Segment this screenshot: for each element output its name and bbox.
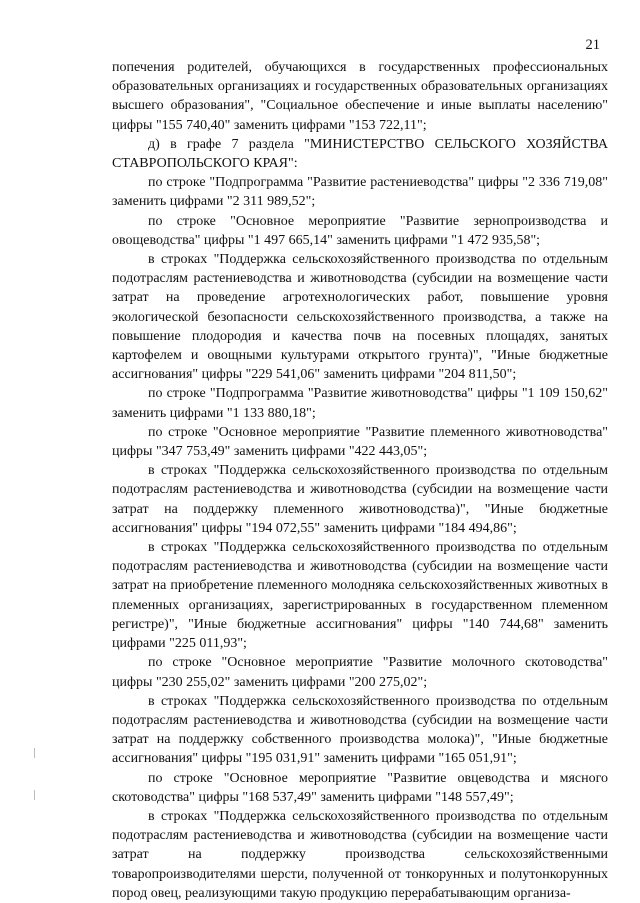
paragraph: в строках "Поддержка сельскохозяйственного производства по отдельным подотраслям растениеводства и животноводства (субсидии на возмещение части затрат на поддержку производства сельскохозяйственными товаропроизводителями шерсти, полученной от тонкорунных и полутонкорунных пород овец, реализующими такую продукцию перерабатывающим организа- [112, 808, 608, 901]
paragraph: по строке "Основное мероприятие "Развитие зернопроизводства и овощеводства" цифры "1 497 665,14" заменить цифрами "1 472 935,58"; [112, 213, 608, 248]
paragraph: по строке "Подпрограмма "Развитие растениеводства" цифры "2 336 719,08" заменить цифрами "2 311 989,52"; [112, 175, 608, 210]
paragraph: по строке "Основное мероприятие "Развитие племенного животноводства" цифры "347 753,49" заменить цифрами "422 443,05"; [112, 424, 608, 460]
margin-mark [34, 790, 35, 800]
paragraph: д) в графе 7 раздела "МИНИСТЕРСТВО СЕЛЬСКОГО ХОЗЯЙСТВА СТАВРОПОЛЬСКОГО КРАЯ": [112, 136, 608, 172]
paragraph: попечения родителей, обучающихся в государственных профессиональных образовательных организациях и государственных образовательных организациях высшего образования", "Социальное обеспечение и иные выплаты населению" цифры "155 740,40" заменить цифрами "153 722,11"; [112, 60, 608, 133]
paragraph: по строке "Подпрограмма "Развитие животноводства" цифры "1 109 150,62" заменить цифрами "1 133 880,18"; [112, 386, 608, 421]
margin-mark [34, 748, 35, 758]
page-number: 21 [585, 37, 600, 53]
paragraph: в строках "Поддержка сельскохозяйственного производства по отдельным подотраслям растениеводства и животноводства (субсидии на возмещение части затрат на приобретение племенного молодняка сельскохозяйственных животных в племенных организациях, зарегистрированных в государственном племенном регистре)", "Иные бюджетные ассигнования" цифры "140 744,68" заменить цифрами "225 011,93"; [112, 540, 608, 652]
paragraph: в строках "Поддержка сельскохозяйственного производства по отдельным подотраслям растениеводства и животноводства (субсидии на возмещение части затрат на поддержку племенного животноводства)", "Иные бюджетные ассигнования" цифры "194 072,55" заменить цифрами "184 494,86"; [112, 463, 608, 536]
paragraph: в строках "Поддержка сельскохозяйственного производства по отдельным подотраслям растениеводства и животноводства (субсидии на возмещение части затрат на проведение агротехнологических работ, повышение уровня экологической безопасности сельскохозяйственного производства, а также на повышение плодородия и качества почв на посевных площадях, занятых картофелем и овощными культурами открытого грунта)", "Иные бюджетные ассигнования" цифры "229 541,06" заменить цифрами "204 811,50"; [112, 252, 608, 383]
paragraph: по строке "Основное мероприятие "Развитие молочного скотоводства" цифры "230 255,02" заменить цифрами "200 275,02"; [112, 655, 608, 690]
paragraph: по строке "Основное мероприятие "Развитие овцеводства и мясного скотоводства" цифры "168 537,49" заменить цифрами "148 557,49"; [112, 770, 608, 805]
paragraph: в строках "Поддержка сельскохозяйственного производства по отдельным подотраслям растениеводства и животноводства (субсидии на возмещение части затрат на поддержку собственного производства молока)", "Иные бюджетные ассигнования" цифры "195 031,91" заменить цифрами "165 051,91"; [112, 693, 608, 767]
document-body [112, 58, 608, 903]
